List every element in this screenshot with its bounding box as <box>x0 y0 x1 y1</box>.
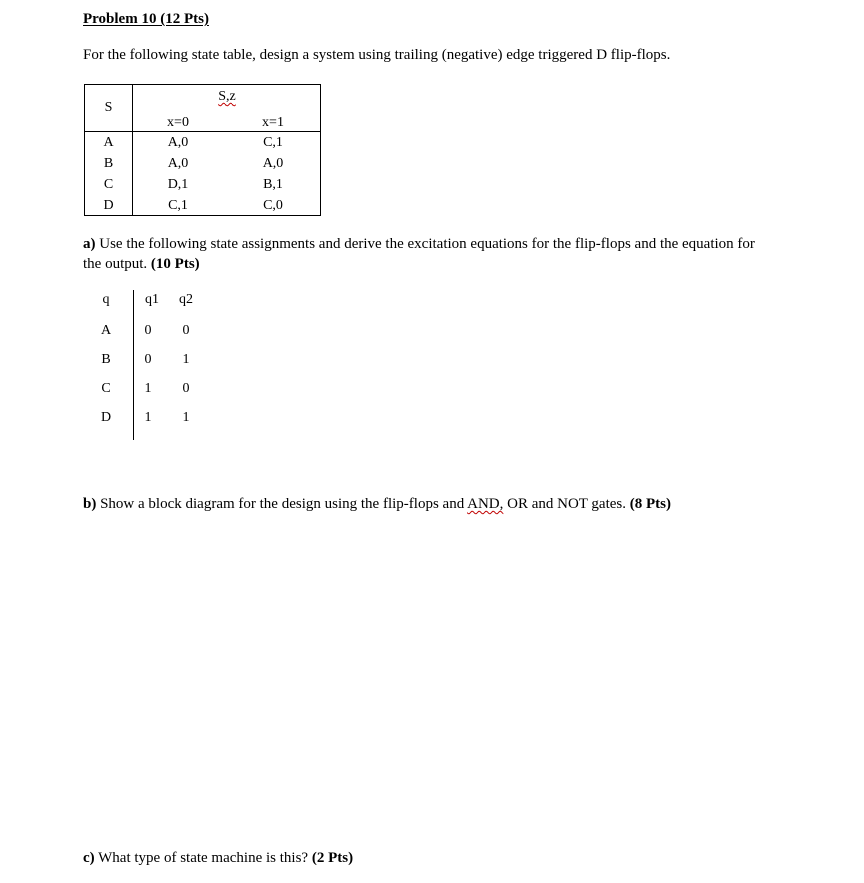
state-table-row-x1: B,1 <box>263 177 283 192</box>
problem-intro: For the following state table, design a system using trailing (negative) edge triggered D flip-flops. <box>83 47 671 63</box>
state-table-row-x1: C,0 <box>263 198 283 213</box>
state-table-divider <box>132 85 133 215</box>
state-table-x0-header: x=0 <box>167 115 189 130</box>
state-table-row-x0: D,1 <box>167 177 189 192</box>
part-b-points: (8 Pts) <box>629 496 671 512</box>
assignment-table <box>96 290 206 440</box>
state-table-row-state: B <box>103 156 114 171</box>
state-table-header-divider <box>85 131 320 132</box>
state-table-row-x0: A,0 <box>167 135 189 150</box>
part-a-line-2 <box>83 256 200 273</box>
assignment-table-q-header: q <box>102 292 110 307</box>
state-table <box>84 84 321 216</box>
assignment-table-state: B <box>101 352 111 367</box>
part-a-label: a) <box>83 236 96 252</box>
assignment-table-q2: 1 <box>182 352 190 367</box>
part-b-label: b) <box>83 496 97 512</box>
state-table-row-x1: A,0 <box>262 156 284 171</box>
assignment-table-q2: 0 <box>182 381 190 396</box>
state-table-row-x0: C,1 <box>168 198 188 213</box>
part-a-line-1 <box>83 236 755 253</box>
part-a-text: Use the following state assignments and derive the excitation equations for the flip-flops and the equation for <box>95 236 755 252</box>
assignment-table-q1-header: q1 <box>145 292 159 307</box>
assignment-table-q1: 0 <box>144 323 152 338</box>
part-c-points: (2 Pts) <box>311 850 354 866</box>
assignment-table-q2: 1 <box>182 410 190 425</box>
part-b-text: Show a block diagram for the design using the flip-flops and <box>96 496 468 512</box>
state-table-x1-header: x=1 <box>262 115 284 130</box>
state-table-s-header: S <box>104 100 113 115</box>
assignment-table-state: A <box>100 323 112 338</box>
state-table-row-x1: C,1 <box>263 135 283 150</box>
assignment-table-q2-header: q2 <box>179 292 193 307</box>
assignment-table-state: C <box>101 381 111 396</box>
state-table-row-state: A <box>103 135 114 150</box>
part-c <box>83 850 353 867</box>
problem-title: Problem 10 (12 Pts) <box>83 11 209 27</box>
part-b <box>83 496 671 513</box>
part-a-text-cont: the output. <box>83 256 151 272</box>
part-c-label: c) <box>83 850 95 866</box>
assignment-table-q2: 0 <box>182 323 190 338</box>
part-c-text: What type of state machine is this? <box>94 850 312 866</box>
assignment-table-q1: 0 <box>144 352 152 367</box>
assignment-table-q1: 1 <box>144 410 152 425</box>
assignment-table-divider <box>133 290 134 440</box>
state-table-row-x0: A,0 <box>167 156 189 171</box>
part-b-text-after: OR and NOT gates. <box>503 496 630 512</box>
assignment-table-state: D <box>100 410 112 425</box>
assignment-table-q1: 1 <box>144 381 152 396</box>
state-table-next-header: S,z <box>218 89 236 104</box>
state-table-row-state: D <box>103 198 114 213</box>
state-table-row-state: C <box>103 177 114 192</box>
part-b-and-word: AND, <box>467 496 504 512</box>
part-a-points: (10 Pts) <box>150 256 200 272</box>
